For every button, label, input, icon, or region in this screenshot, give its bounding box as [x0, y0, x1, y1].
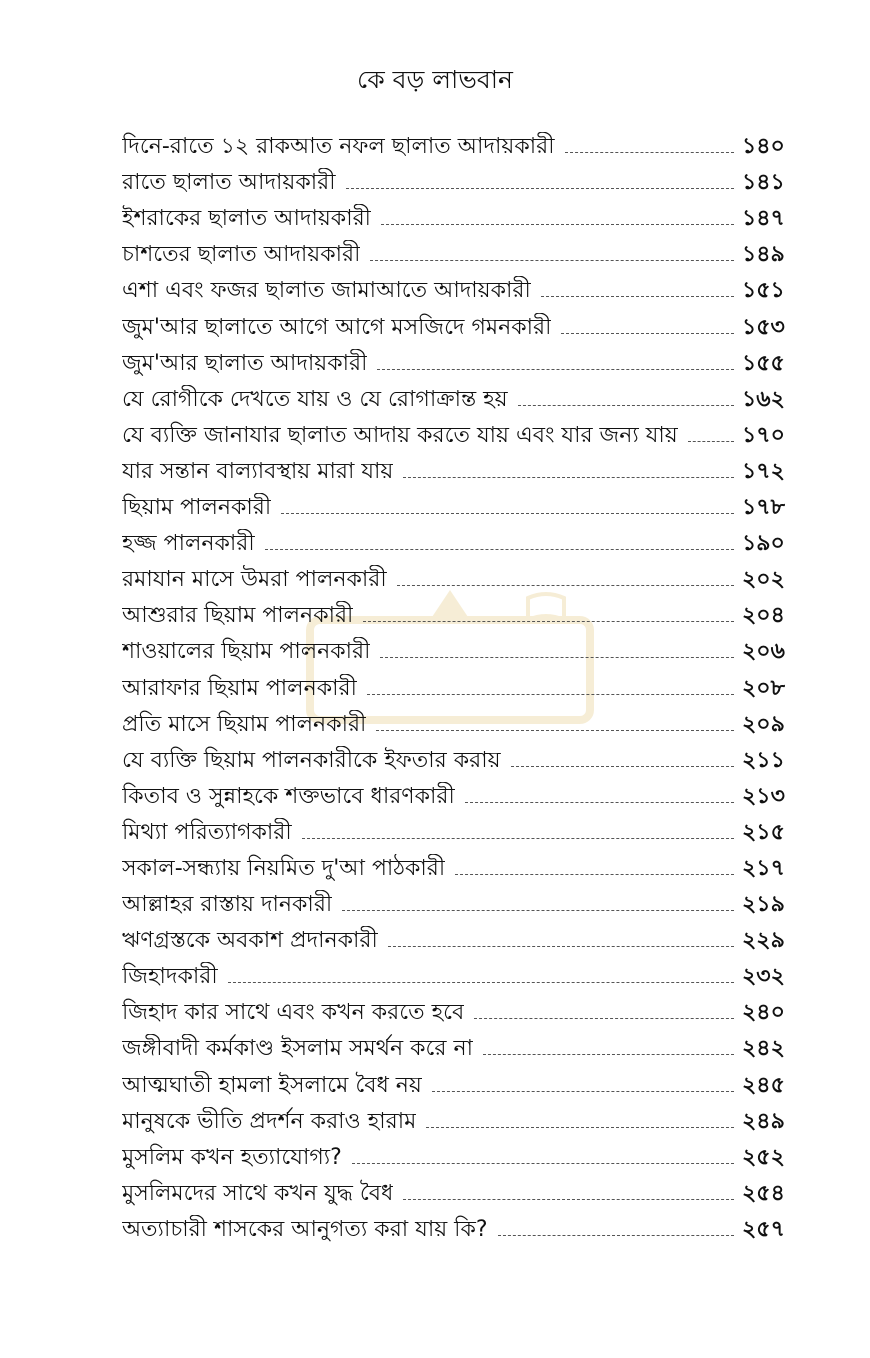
toc-entry-title: ঋণগ্রস্তকে অবকাশ প্রদানকারী	[122, 928, 378, 954]
toc-entry-page-number: ২১১	[742, 747, 785, 773]
toc-dotted-leader	[388, 946, 734, 947]
toc-entry-title: আরাফার ছিয়াম পালনকারী	[122, 675, 357, 701]
toc-entry-page-number: ১৭৮	[742, 495, 785, 521]
toc-entry	[122, 812, 798, 848]
toc-entry-title: হজ্জ পালনকারী	[122, 531, 255, 557]
toc-entry-page-number: ২০২	[742, 567, 785, 593]
toc-entry	[122, 1028, 798, 1064]
toc-dotted-leader	[465, 802, 734, 803]
toc-entry-page-number: ২১৫	[742, 819, 785, 845]
toc-entry-page-number: ২১৩	[742, 783, 785, 809]
toc-entry	[122, 776, 798, 812]
toc-entry	[122, 487, 798, 523]
toc-entry-page-number: ১৯০	[742, 531, 785, 557]
toc-dotted-leader	[352, 1163, 734, 1164]
toc-entry	[122, 270, 798, 306]
toc-dotted-leader	[302, 838, 734, 839]
toc-dotted-leader	[541, 296, 734, 297]
toc-entry	[122, 704, 798, 740]
toc-entry	[122, 667, 798, 703]
toc-entry	[122, 126, 798, 162]
toc-entry	[122, 956, 798, 992]
toc-dotted-leader	[483, 1054, 734, 1055]
toc-entry-title: সকাল-সন্ধ্যায় নিয়মিত দু'আ পাঠকারী	[122, 855, 446, 881]
toc-entry	[122, 234, 798, 270]
toc-entry-page-number: ১৪৭	[742, 206, 785, 232]
toc-dotted-leader	[381, 224, 734, 225]
toc-entry-title: যে রোগীকে দেখতে যায় ও যে রোগাক্রান্ত হয়	[122, 386, 508, 412]
toc-dotted-leader	[403, 1199, 734, 1200]
toc-dotted-leader	[688, 441, 734, 442]
toc-entry	[122, 740, 798, 776]
toc-entry	[122, 1101, 798, 1137]
toc-dotted-leader	[346, 188, 734, 189]
toc-entry-page-number: ১৫৩	[742, 314, 785, 340]
toc-entry	[122, 1209, 798, 1245]
toc-entry-page-number: ২০৮	[742, 675, 785, 701]
toc-entry	[122, 1173, 798, 1209]
toc-entry-title: জুম'আর ছালাতে আগে আগে মসজিদে গমনকারী	[122, 314, 552, 340]
toc-entry	[122, 451, 798, 487]
toc-entry-title: জিহাদ কার সাথে এবং কখন করতে হবে	[122, 1000, 465, 1026]
toc-dotted-leader	[265, 549, 734, 550]
toc-entry-page-number: ২৫৪	[742, 1180, 785, 1206]
toc-entry-title: এশা এবং ফজর ছালাত জামাআতে আদায়কারী	[122, 278, 531, 304]
toc-entry-page-number: ১৭২	[742, 458, 785, 484]
toc-dotted-leader	[498, 1235, 734, 1236]
toc-entry-title: মুসলিম কখন হত্যাযোগ্য?	[122, 1144, 342, 1170]
toc-entry-page-number: ২৪৫	[742, 1072, 785, 1098]
toc-entry	[122, 848, 798, 884]
toc-entry-title: রাতে ছালাত আদায়কারী	[122, 170, 336, 196]
toc-entry-title: জিহাদকারী	[122, 964, 218, 990]
toc-entry-title: যে ব্যক্তি ছিয়াম পালনকারীকে ইফতার করায়	[122, 747, 501, 773]
toc-dotted-leader	[380, 657, 734, 658]
toc-entry-page-number: ১৪৯	[742, 242, 785, 268]
toc-entry-title: চাশতের ছালাত আদায়কারী	[122, 242, 361, 268]
toc-entry	[122, 920, 798, 956]
toc-entry-page-number: ১৫১	[742, 278, 785, 304]
toc-dotted-leader	[565, 152, 735, 153]
toc-entry	[122, 198, 798, 234]
toc-entry-page-number: ২৫২	[742, 1144, 785, 1170]
toc-entry-title: মিথ্যা পরিত্যাগকারী	[122, 819, 292, 845]
toc-entry	[122, 162, 798, 198]
toc-entry	[122, 631, 798, 667]
page-header-title: কে বড় লাভবান	[357, 65, 513, 94]
toc-dotted-leader	[363, 621, 734, 622]
toc-entry-page-number: ১৫৫	[742, 350, 785, 376]
toc-entry	[122, 559, 798, 595]
toc-entry-title: প্রতি মাসে ছিয়াম পালনকারী	[122, 711, 367, 737]
toc-entry-page-number: ১৭০	[742, 422, 785, 448]
toc-entry	[122, 884, 798, 920]
toc-entry-page-number: ২০৪	[742, 603, 785, 629]
toc-entry-title: রমাযান মাসে উমরা পালনকারী	[122, 567, 387, 593]
toc-entry-title: কিতাব ও সুন্নাহকে শক্তভাবে ধারণকারী	[122, 783, 455, 809]
toc-entry	[122, 523, 798, 559]
toc-entry-title: ছিয়াম পালনকারী	[122, 495, 272, 521]
toc-dotted-leader	[397, 585, 734, 586]
toc-entry-title: আত্মঘাতী হামলা ইসলামে বৈধ নয়	[122, 1072, 422, 1098]
toc-dotted-leader	[281, 513, 734, 514]
toc-dotted-leader	[377, 369, 734, 370]
toc-entry-title: আল্লাহর রাস্তায় দানকারী	[122, 892, 333, 918]
toc-entry-page-number: ১৬২	[742, 386, 785, 412]
toc-entry-title: যার সন্তান বাল্যাবস্থায় মারা যায়	[122, 458, 394, 484]
toc-dotted-leader	[376, 730, 734, 731]
toc-entry-title: জুম'আর ছালাত আদায়কারী	[122, 350, 368, 376]
toc-entry-title: জঙ্গীবাদী কর্মকাণ্ড ইসলাম সমর্থন করে না	[122, 1036, 473, 1062]
toc-entry	[122, 415, 798, 451]
toc-entry-title: আশুরার ছিয়াম পালনকারী	[122, 603, 354, 629]
toc-entry-page-number: ১৪১	[742, 170, 785, 196]
toc-entry	[122, 1064, 798, 1100]
toc-dotted-leader	[370, 260, 734, 261]
toc-entry	[122, 1137, 798, 1173]
toc-entry-page-number: ২১৭	[742, 855, 785, 881]
toc-entry-page-number: ১৪০	[742, 134, 785, 160]
toc-entry-title: ইশরাকের ছালাত আদায়কারী	[122, 206, 371, 232]
toc-entry-page-number: ২৩২	[742, 964, 785, 990]
table-of-contents	[122, 126, 798, 1245]
toc-entry-page-number: ২২৯	[742, 928, 785, 954]
toc-dotted-leader	[403, 477, 734, 478]
toc-entry-title: অত্যাচারী শাসকের আনুগত্য করা যায় কি?	[122, 1216, 488, 1242]
toc-dotted-leader	[474, 1018, 734, 1019]
toc-entry	[122, 992, 798, 1028]
toc-entry-title: মানুষকে ভীতি প্রদর্শন করাও হারাম	[122, 1108, 417, 1134]
toc-entry	[122, 343, 798, 379]
toc-dotted-leader	[432, 1091, 734, 1092]
toc-dotted-leader	[518, 405, 734, 406]
toc-entry-page-number: ২১৯	[742, 892, 785, 918]
toc-dotted-leader	[228, 982, 734, 983]
toc-dotted-leader	[455, 874, 734, 875]
toc-dotted-leader	[511, 766, 734, 767]
toc-entry-page-number: ২৪২	[742, 1036, 785, 1062]
toc-dotted-leader	[367, 694, 734, 695]
toc-entry-page-number: ২০৯	[742, 711, 785, 737]
toc-entry	[122, 595, 798, 631]
toc-dotted-leader	[426, 1127, 734, 1128]
toc-entry-title: শাওয়ালের ছিয়াম পালনকারী	[122, 639, 371, 665]
toc-entry-title: মুসলিমদের সাথে কখন যুদ্ধ বৈধ	[122, 1180, 394, 1206]
toc-entry-page-number: ২০৬	[742, 639, 785, 665]
toc-dotted-leader	[342, 910, 734, 911]
toc-dotted-leader	[561, 333, 734, 334]
toc-entry-page-number: ২৫৭	[742, 1216, 785, 1242]
toc-entry-title: যে ব্যক্তি জানাযার ছালাত আদায় করতে যায় এবং যার জন্য যায়	[122, 422, 678, 448]
toc-entry	[122, 379, 798, 415]
toc-entry-page-number: ২৪৯	[742, 1108, 785, 1134]
toc-entry-page-number: ২৪০	[742, 1000, 785, 1026]
toc-entry-title: দিনে-রাতে ১২ রাকআত নফল ছালাত আদায়কারী	[122, 134, 555, 160]
toc-entry	[122, 306, 798, 342]
